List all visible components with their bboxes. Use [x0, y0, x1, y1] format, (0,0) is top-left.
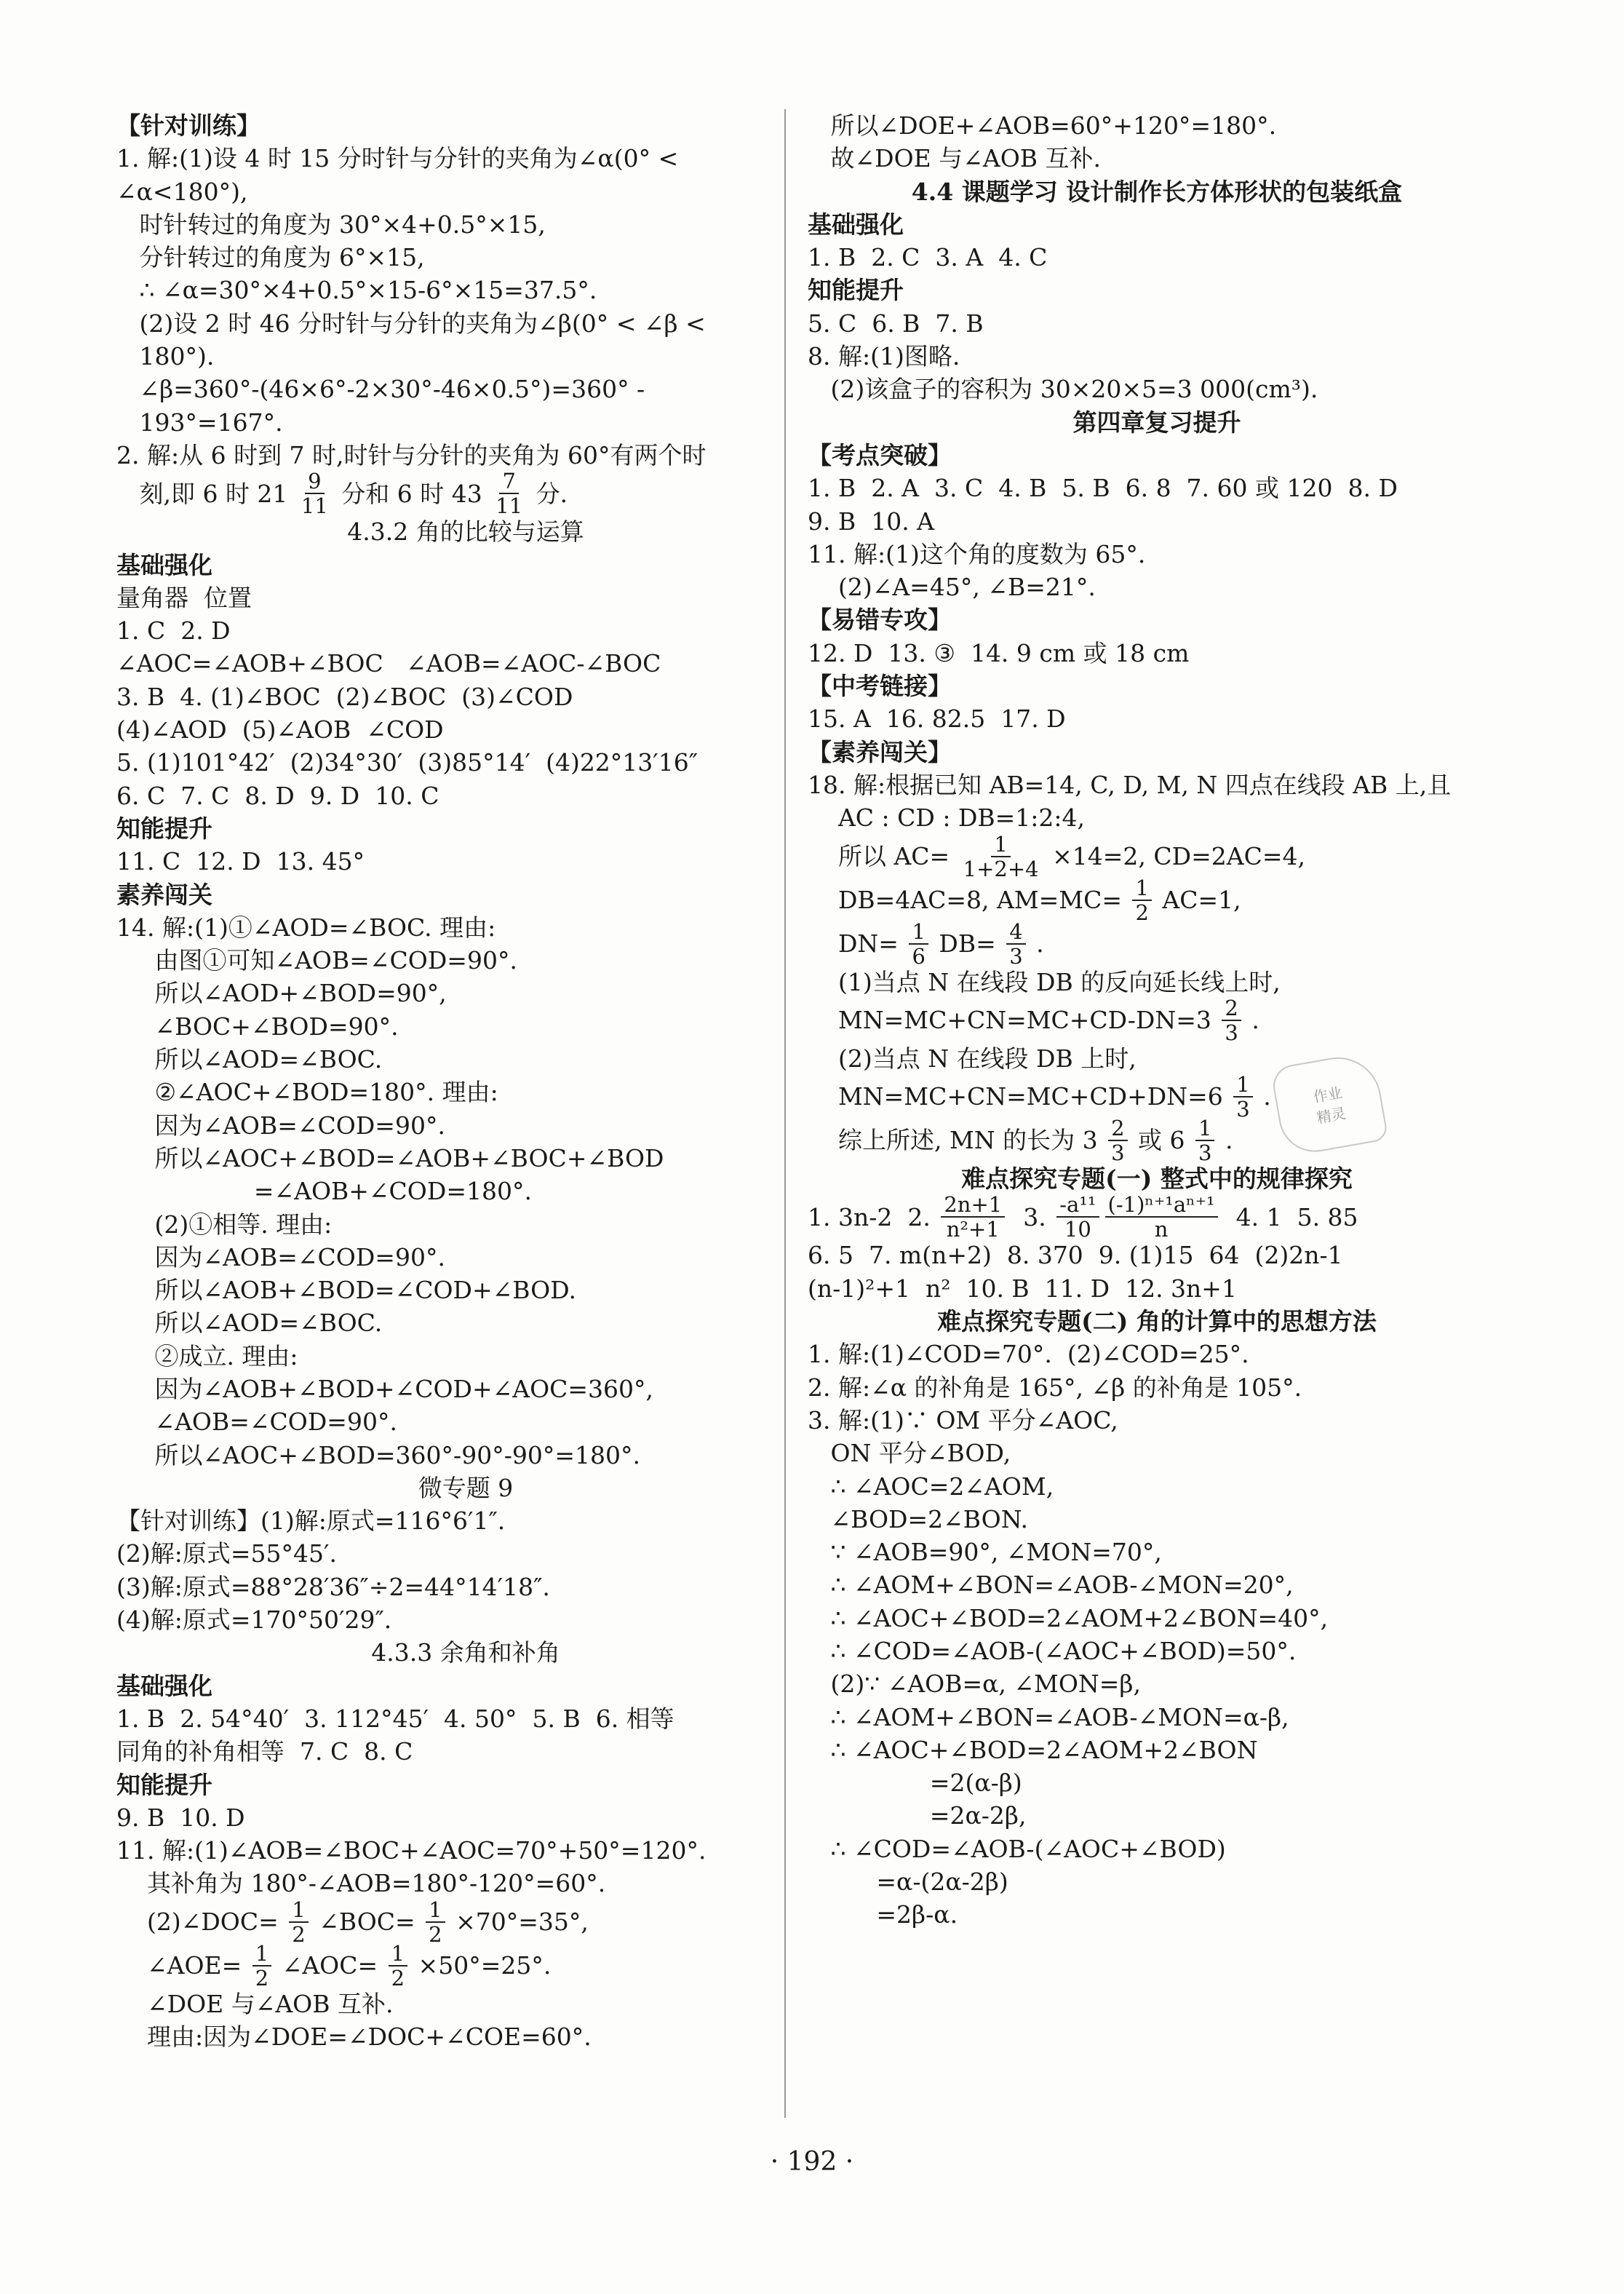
left-line: 素养闯关: [116, 880, 212, 909]
left-line: 180°).: [116, 342, 215, 371]
fraction: 1 1+2+4: [963, 831, 1039, 881]
left-line: 所以∠AOB+∠BOD=∠COD+∠BOD.: [116, 1276, 576, 1305]
left-line: ∠AOC=∠AOB+∠BOC ∠AOB=∠AOC-∠BOC: [116, 649, 661, 678]
left-line: 因为∠AOB=∠COD=90°.: [116, 1111, 445, 1140]
right-line: 4.4 课题学习 设计制作长方体形状的包装纸盒: [911, 177, 1403, 206]
right-line: 综上所述, MN 的长为 3 2 3 或 6 1 3 .: [808, 1116, 1233, 1166]
right-line: 基础强化: [808, 210, 904, 239]
right-line: (1)当点 N 在线段 DB 的反向延长线上时,: [808, 967, 1281, 996]
right-line: 1. B 2. C 3. A 4. C: [808, 243, 1048, 272]
right-line: =2β-α.: [808, 1900, 958, 1929]
fraction: 1 2: [389, 1942, 407, 1990]
right-line: 所以∠DOE+∠AOB=60°+120°=180°.: [808, 111, 1277, 140]
right-line: AC : CD : DB=1:2:4,: [808, 803, 1086, 833]
right-line: 12. D 13. ③ 14. 9 cm 或 18 cm: [808, 638, 1190, 667]
left-line: 2. 解:从 6 时到 7 时,时针与分针的夹角为 60°有两个时: [116, 440, 706, 469]
left-line: ②成立. 理由:: [116, 1341, 298, 1370]
right-line: 1. 解:(1)∠COD=70°. (2)∠COD=25°.: [808, 1340, 1249, 1369]
left-line: 量角器 位置: [116, 583, 252, 612]
right-line: 11. 解:(1)这个角的度数为 65°.: [808, 539, 1146, 568]
left-line: 由图①可知∠AOB=∠COD=90°.: [116, 946, 517, 975]
right-line: ∠BOD=2∠BON.: [808, 1504, 1028, 1533]
left-line: 1. B 2. 54°40′ 3. 112°45′ 4. 50° 5. B 6. 相等: [116, 1704, 674, 1733]
right-line: 1. 3n-2 2. 2n+1 n²+1 3. -a¹¹ 10 (-1)ⁿ⁺¹aⁿ⁺¹ n 4. 1 5. 85: [808, 1192, 1358, 1242]
left-line: 11. C 12. D 13. 45°: [116, 847, 365, 876]
right-line: 6. 5 7. m(n+2) 8. 370 9. (1)15 64 (2)2n-1: [808, 1241, 1343, 1270]
right-line: 故∠DOE 与∠AOB 互补.: [808, 144, 1101, 173]
left-line: (4)解:原式=170°50′29″.: [116, 1606, 392, 1635]
right-line: ∴ ∠AOC+∠BOD=2∠AOM+2∠BON: [808, 1735, 1258, 1764]
right-line: 所以 AC= 1 1+2+4 ×14=2, CD=2AC=4,: [808, 831, 1305, 881]
left-line: 所以∠AOC+∠BOD=360°-90°-90°=180°.: [116, 1440, 640, 1469]
fraction: (-1)ⁿ⁺¹aⁿ⁺¹ n: [1105, 1193, 1218, 1241]
left-line: ②∠AOC+∠BOD=180°. 理由:: [116, 1078, 498, 1107]
right-line: (2)该盒子的容积为 30×20×5=3 000(cm³).: [808, 375, 1318, 404]
left-line: 因为∠AOB+∠BOD+∠COD+∠AOC=360°,: [116, 1374, 654, 1403]
right-line: 5. C 6. B 7. B: [808, 309, 984, 338]
column-divider: [784, 109, 786, 2118]
left-line: 所以∠AOD+∠BOD=90°,: [116, 979, 447, 1008]
fraction: 9 11: [300, 469, 328, 519]
left-line: 分针转过的角度为 6°×15,: [116, 243, 425, 272]
right-line: 难点探究专题(一) 整式中的规律探究: [961, 1164, 1353, 1194]
left-line: 【针对训练】(1)解:原式=116°6′1″.: [116, 1507, 506, 1536]
left-line: ∠BOC+∠BOD=90°.: [116, 1012, 399, 1041]
right-line: ∴ ∠AOC+∠BOD=2∠AOM+2∠BON=40°,: [808, 1603, 1329, 1632]
right-line: ON 平分∠BOD,: [808, 1439, 1011, 1468]
left-line: 9. B 10. D: [116, 1803, 245, 1832]
fraction: 1 2: [1132, 876, 1151, 924]
left-line: 刻,即 6 时 21 9 11 分和 6 时 43 7 11 分.: [116, 469, 568, 519]
left-line: 6. C 7. C 8. D 9. D 10. C: [116, 781, 439, 810]
left-line: 其补角为 180°-∠AOB=180°-120°=60°.: [116, 1869, 606, 1898]
left-line: 4.3.3 余角和补角: [371, 1638, 560, 1667]
right-line: ∴ ∠AOM+∠BON=∠AOB-∠MON=α-β,: [808, 1702, 1289, 1731]
right-line: ∴ ∠COD=∠AOB-(∠AOC+∠BOD): [808, 1834, 1226, 1863]
left-line: 1. C 2. D: [116, 616, 231, 646]
right-line: 8. 解:(1)图略.: [808, 342, 960, 371]
right-line: 9. B 10. A: [808, 507, 935, 536]
fraction: 2 3: [1108, 1116, 1127, 1164]
fraction: 2n+1 n²+1: [941, 1193, 1005, 1241]
left-line: (2)①相等. 理由:: [116, 1210, 333, 1239]
stamp-line-1: 作业: [1311, 1083, 1344, 1106]
right-column: [808, 109, 1506, 1932]
right-line: 【考点突破】: [808, 440, 952, 469]
left-line: 11. 解:(1)∠AOB=∠BOC+∠AOC=70°+50°=120°.: [116, 1836, 706, 1865]
right-line: DB=4AC=8, AM=MC= 1 2 AC=1,: [808, 875, 1241, 925]
fraction: 1 3: [1233, 1073, 1252, 1121]
fraction: 4 3: [1006, 920, 1025, 968]
right-line: (n-1)²+1 n² 10. B 11. D 12. 3n+1: [808, 1274, 1237, 1303]
left-line: (3)解:原式=88°28′36″÷2=44°14′18″.: [116, 1572, 550, 1601]
left-line: 4.3.2 角的比较与运算: [347, 517, 584, 547]
left-line: 理由:因为∠DOE=∠DOC+∠COE=60°.: [116, 2023, 592, 2052]
left-line: (4)∠AOD (5)∠AOB ∠COD: [116, 715, 444, 745]
fraction: 7 11: [495, 469, 523, 519]
left-line: 知能提升: [116, 814, 212, 843]
left-line: =∠AOB+∠COD=180°.: [116, 1177, 532, 1206]
right-line: =2α-2β,: [808, 1801, 1027, 1830]
left-column: [116, 109, 815, 2053]
fraction: -a¹¹ 10: [1056, 1193, 1099, 1241]
left-line: 193°=167°.: [116, 408, 283, 437]
left-line: 基础强化: [116, 1671, 212, 1700]
right-line: ∴ ∠AOC=2∠AOM,: [808, 1472, 1054, 1501]
right-line: =2(α-β): [808, 1769, 1022, 1798]
left-line: 所以∠AOD=∠BOC.: [116, 1045, 383, 1074]
right-line: ∵ ∠AOB=90°, ∠MON=70°,: [808, 1538, 1162, 1567]
right-line: 15. A 16. 82.5 17. D: [808, 705, 1066, 734]
right-line: 3. 解:(1)∵ OM 平分∠AOC,: [808, 1405, 1118, 1434]
left-line: 【针对训练】: [116, 111, 260, 140]
left-line: 14. 解:(1)①∠AOD=∠BOC. 理由:: [116, 913, 496, 942]
right-line: 1. B 2. A 3. C 4. B 5. B 6. 8 7. 60 或 120 8. D: [808, 474, 1398, 503]
right-line: 【易错专攻】: [808, 606, 952, 635]
left-line: 3. B 4. (1)∠BOC (2)∠BOC (3)∠COD: [116, 682, 573, 711]
fraction: 1 2: [426, 1898, 445, 1946]
left-line: 所以∠AOC+∠BOD=∠AOB+∠BOC+∠BOD: [116, 1143, 664, 1172]
right-line: 2. 解:∠α 的补角是 165°, ∠β 的补角是 105°.: [808, 1373, 1302, 1402]
fraction: 1 6: [909, 920, 928, 968]
right-line: =α-(2α-2β): [808, 1868, 1008, 1897]
left-line: 因为∠AOB=∠COD=90°.: [116, 1242, 445, 1271]
right-line: 【中考链接】: [808, 672, 952, 701]
right-line: (2)当点 N 在线段 DB 上时,: [808, 1044, 1137, 1073]
left-line: ∠β=360°-(46×6°-2×30°-46×0.5°)=360° -: [116, 375, 645, 404]
fraction: 1 3: [1195, 1116, 1214, 1164]
right-line: 知能提升: [808, 276, 904, 305]
right-line: MN=MC+CN=MC+CD+DN=6 1 3 .: [808, 1072, 1271, 1122]
left-line: 所以∠AOD=∠BOC.: [116, 1309, 383, 1338]
right-line: ∴ ∠COD=∠AOB-(∠AOC+∠BOD)=50°.: [808, 1636, 1297, 1665]
fraction: 1 2: [289, 1898, 308, 1946]
right-line: 第四章复习提升: [1072, 408, 1241, 437]
left-line: 5. (1)101°42′ (2)34°30′ (3)85°14′ (4)22°13′16″: [116, 748, 698, 777]
left-line: 同角的补角相等 7. C 8. C: [116, 1737, 413, 1766]
left-line: 时针转过的角度为 30°×4+0.5°×15,: [116, 210, 546, 239]
right-line: 【素养闯关】: [808, 737, 952, 766]
fraction: 2 3: [1222, 996, 1241, 1044]
left-line: ∠DOE 与∠AOB 互补.: [116, 1989, 394, 2018]
left-line: 1. 解:(1)设 4 时 15 分时针与分针的夹角为∠α(0° <: [116, 144, 679, 173]
left-line: 知能提升: [116, 1770, 212, 1799]
left-line: 基础强化: [116, 550, 212, 579]
left-line: ∴ ∠α=30°×4+0.5°×15-6°×15=37.5°.: [116, 276, 597, 305]
right-line: (2)∵ ∠AOB=α, ∠MON=β,: [808, 1670, 1141, 1699]
page-number: · 192 ·: [770, 2147, 854, 2177]
left-line: ∠AOB=∠COD=90°.: [116, 1408, 397, 1437]
left-line: 微专题 9: [418, 1473, 514, 1502]
left-line: ∠AOE= 1 2 ∠AOC= 1 2 ×50°=25°.: [116, 1940, 552, 1991]
left-line: ∠α<180°),: [116, 177, 248, 206]
right-line: (2)∠A=45°, ∠B=21°.: [808, 573, 1096, 602]
right-line: 难点探究专题(二) 角的计算中的思想方法: [937, 1307, 1377, 1336]
right-line: MN=MC+CN=MC+CD-DN=3 2 3 .: [808, 995, 1259, 1045]
left-line: (2)∠DOC= 1 2 ∠BOC= 1 2 ×70°=35°,: [116, 1897, 589, 1947]
right-line: 18. 解:根据已知 AB=14, C, D, M, N 四点在线段 AB 上,且: [808, 770, 1452, 799]
left-line: (2)解:原式=55°45′.: [116, 1539, 337, 1568]
fraction: 1 2: [252, 1942, 271, 1990]
left-line: (2)设 2 时 46 分时针与分针的夹角为∠β(0° < ∠β <: [116, 309, 706, 338]
right-line: DN= 1 6 DB= 4 3 .: [808, 918, 1044, 969]
right-line: ∴ ∠AOM+∠BON=∠AOB-∠MON=20°,: [808, 1571, 1294, 1600]
stamp-line-2: 精灵: [1315, 1104, 1348, 1127]
